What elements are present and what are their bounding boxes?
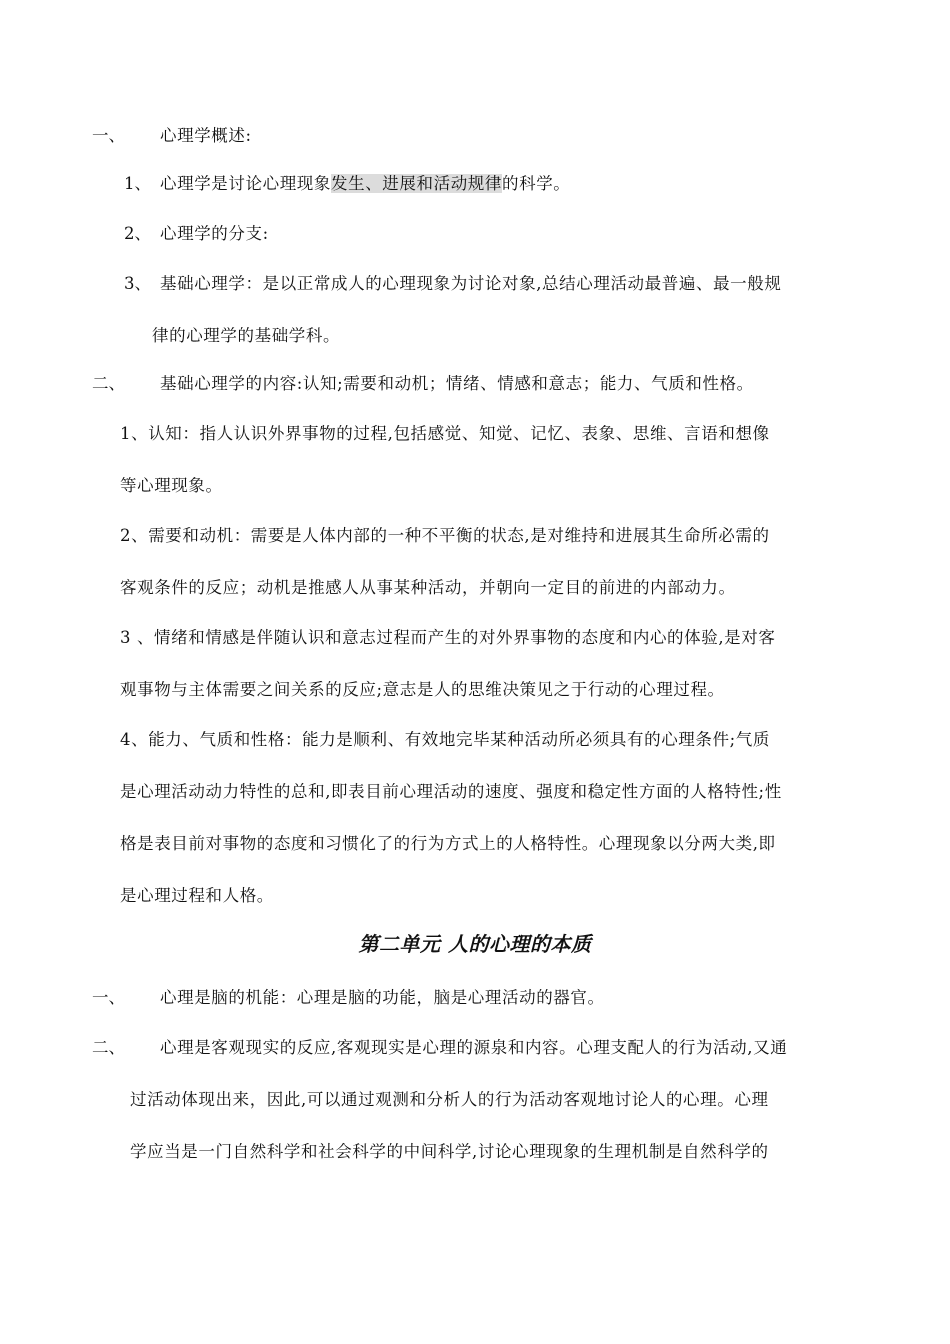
cognition-line-2: 等心理现象。	[120, 476, 223, 495]
section-marker-1: 一、	[92, 988, 125, 1007]
section-title-overview: 心理学概述:	[160, 126, 252, 145]
section-marker-2: 二、	[92, 1038, 125, 1057]
item-number: 3、	[124, 274, 151, 293]
cognition-line-1: 1、认知：指人认识外界事物的过程,包括感觉、知觉、记忆、表象、思维、言语和想像	[120, 424, 770, 443]
reality-line-2: 过活动体现出来，因此,可以通过观测和分析人的行为活动客观地讨论人的心理。心理	[130, 1090, 769, 1109]
emotion-line-1: 3 、情绪和情感是伴随认识和意志过程而产生的对外界事物的态度和内心的体验,是对客	[120, 628, 776, 647]
ability-line-4: 是心理过程和人格。	[120, 886, 274, 905]
highlighted-text: 发生、进展和活动规律	[331, 174, 502, 193]
reality-line-1: 心理是客观现实的反应,客观现实是心理的源泉和内容。心理支配人的行为活动,又通	[160, 1038, 788, 1057]
section-title-contents: 基础心理学的内容:认知;需要和动机；情绪、情感和意志；能力、气质和性格。	[160, 374, 754, 393]
basic-psychology-line-1: 基础心理学：是以正常成人的心理现象为讨论对象,总结心理活动最普遍、最一般规	[160, 274, 782, 293]
item-number: 1、	[124, 174, 151, 193]
emotion-line-2: 观事物与主体需要之间关系的反应;意志是人的思维决策见之于行动的心理过程。	[120, 680, 725, 699]
branch-line: 心理学的分支:	[160, 224, 269, 243]
unit-heading: 第二单元 人的心理的本质	[358, 932, 592, 956]
needs-line-1: 2、需要和动机：需要是人体内部的一种不平衡的状态,是对维持和进展其生命所必需的	[120, 526, 770, 545]
item-number: 2、	[124, 224, 151, 243]
ability-line-1: 4、能力、气质和性格：能力是顺利、有效地完毕某种活动所必须具有的心理条件;气质	[120, 730, 770, 749]
needs-line-2: 客观条件的反应；动机是推感人从事某种活动，并朝向一定目的前进的内部动力。	[120, 578, 736, 597]
ability-line-2: 是心理活动动力特性的总和,即表目前心理活动的速度、强度和稳定性方面的人格特性;性	[120, 782, 782, 801]
section-marker-2: 二、	[92, 374, 125, 393]
ability-line-3: 格是表目前对事物的态度和习惯化了的行为方式上的人格特性。心理现象以分两大类,即	[120, 834, 776, 853]
brain-function-line: 心理是脑的机能：心理是脑的功能，脑是心理活动的器官。	[160, 988, 605, 1007]
definition-line: 心理学是讨论心理现象发生、进展和活动规律的科学。	[160, 174, 571, 193]
reality-line-3: 学应当是一门自然科学和社会科学的中间科学,讨论心理现象的生理机制是自然科学的	[130, 1142, 769, 1161]
section-marker-1: 一、	[92, 126, 125, 145]
basic-psychology-line-2: 律的心理学的基础学科。	[152, 326, 341, 345]
